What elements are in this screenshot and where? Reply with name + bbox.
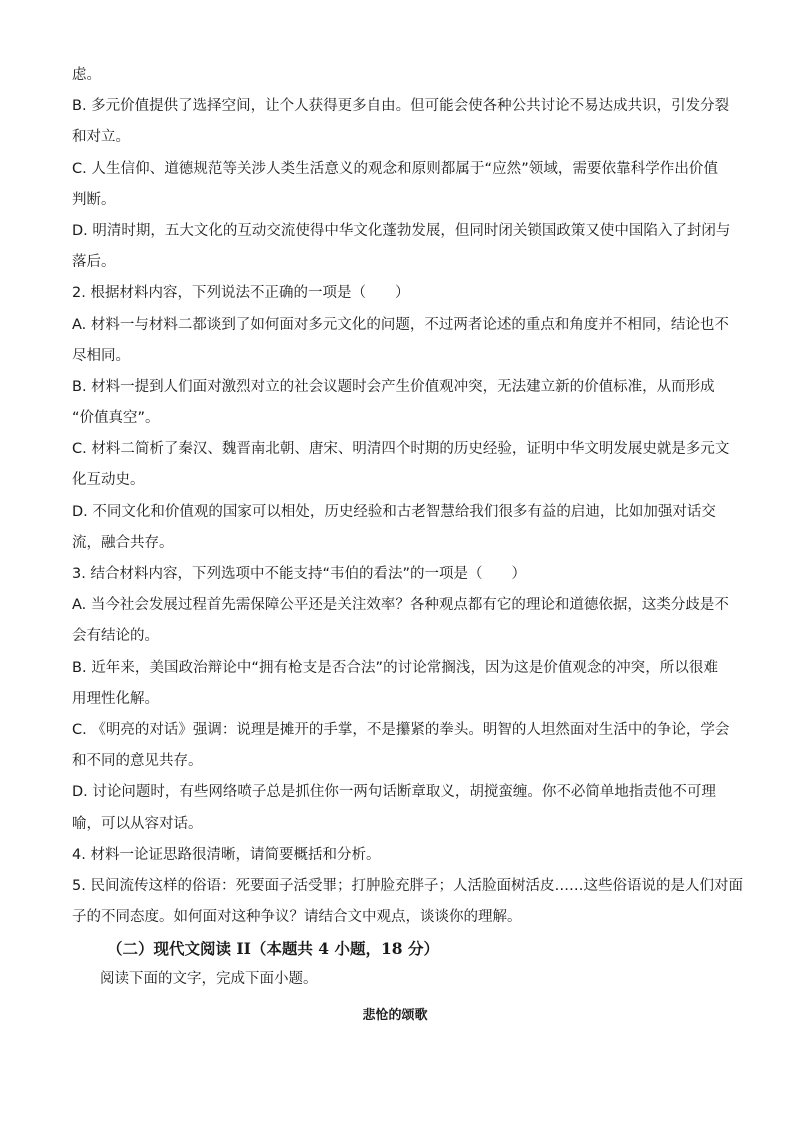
text-line: C. 人生信仰、道德规范等关涉人类生活意义的观念和原则都属于“应然”领域，需要依靠科学作出价值	[72, 160, 718, 177]
text-line: D. 不同文化和价值观的国家可以相处，历史经验和古老智慧给我们很多有益的启迪，比如加强对话交	[72, 503, 716, 520]
text-line: D. 明清时期，五大文化的互动交流使得中华文化蓬勃发展，但同时闭关锁国政策又使中国陷入了封闭与	[72, 222, 731, 239]
text-line: A. 材料一与材料二都谈到了如何面对多元文化的问题，不过两者论述的重点和角度并不相同，结论也不	[72, 316, 729, 333]
document-body	[72, 60, 743, 1036]
text-line: 尽相同。	[72, 347, 130, 364]
text-line: 化互动史。	[72, 472, 145, 489]
text-line: 4. 材料一论证思路很清晰，请简要概括和分析。	[72, 846, 381, 863]
text-line: C. 《明亮的对话》强调：说理是摊开的手掌，不是攥紧的拳头。明智的人坦然面对生活中的争论，学会	[72, 721, 730, 738]
text-line: 5. 民间流传这样的俗语：死要面子活受罪；打肿脸充胖子；人活脸面树活皮……这些俗语说的是人们对面	[72, 877, 743, 894]
text-line: B. 多元价值提供了选择空间，让个人获得更多自由。但可能会使各种公共讨论不易达成共识，引发分裂	[72, 98, 730, 115]
text-line: 落后。	[72, 254, 116, 271]
text-line: 3. 结合材料内容，下列选项中不能支持“韦伯的看法”的一项是（ ）	[72, 566, 526, 582]
text-line: 和对立。	[72, 129, 130, 146]
text-line: D. 讨论问题时，有些网络喷子总是抓住你一两句话断章取义，胡搅蛮缠。你不必简单地指责他不可理	[72, 784, 716, 801]
text-line: 喻，可以从容对话。	[72, 815, 203, 832]
article-title: 悲怆的颂歌	[362, 1007, 428, 1023]
reading-instruction: 阅读下面的文字，完成下面小题。	[100, 971, 318, 988]
text-line: 用理性化解。	[72, 690, 159, 707]
text-line: 会有结论的。	[72, 628, 159, 645]
section-heading: （二）现代文阅读 II（本题共 4 小题，18 分）	[107, 939, 439, 959]
text-line: 虑。	[72, 67, 101, 83]
text-line: A. 当今社会发展过程首先需保障公平还是关注效率？各种观点都有它的理论和道德依据，这类分歧是不	[72, 597, 729, 614]
text-line: “价值真空”。	[72, 410, 160, 427]
text-line: B. 材料一提到人们面对激烈对立的社会议题时会产生价值观冲突，无法建立新的价值标准，从而形成	[72, 378, 715, 395]
text-line: 2. 根据材料内容，下列说法不正确的一项是（ ）	[72, 285, 410, 302]
question-lines	[72, 60, 743, 933]
text-line: B. 近年来，美国政治辩论中“拥有枪支是否合法”的讨论常搁浅，因为这是价值观念的冲突，所以很难	[72, 659, 718, 676]
text-line: 判断。	[72, 191, 116, 208]
text-line: 流，融合共存。	[72, 534, 174, 551]
text-line: C. 材料二简析了秦汉、魏晋南北朝、唐宋、明清四个时期的历史经验，证明中华文明发展史就是多元文	[72, 441, 730, 458]
text-line: 子的不同态度。如何面对这种争议？请结合文中观点，谈谈你的理解。	[72, 909, 522, 926]
text-line: 和不同的意见共存。	[72, 753, 203, 770]
